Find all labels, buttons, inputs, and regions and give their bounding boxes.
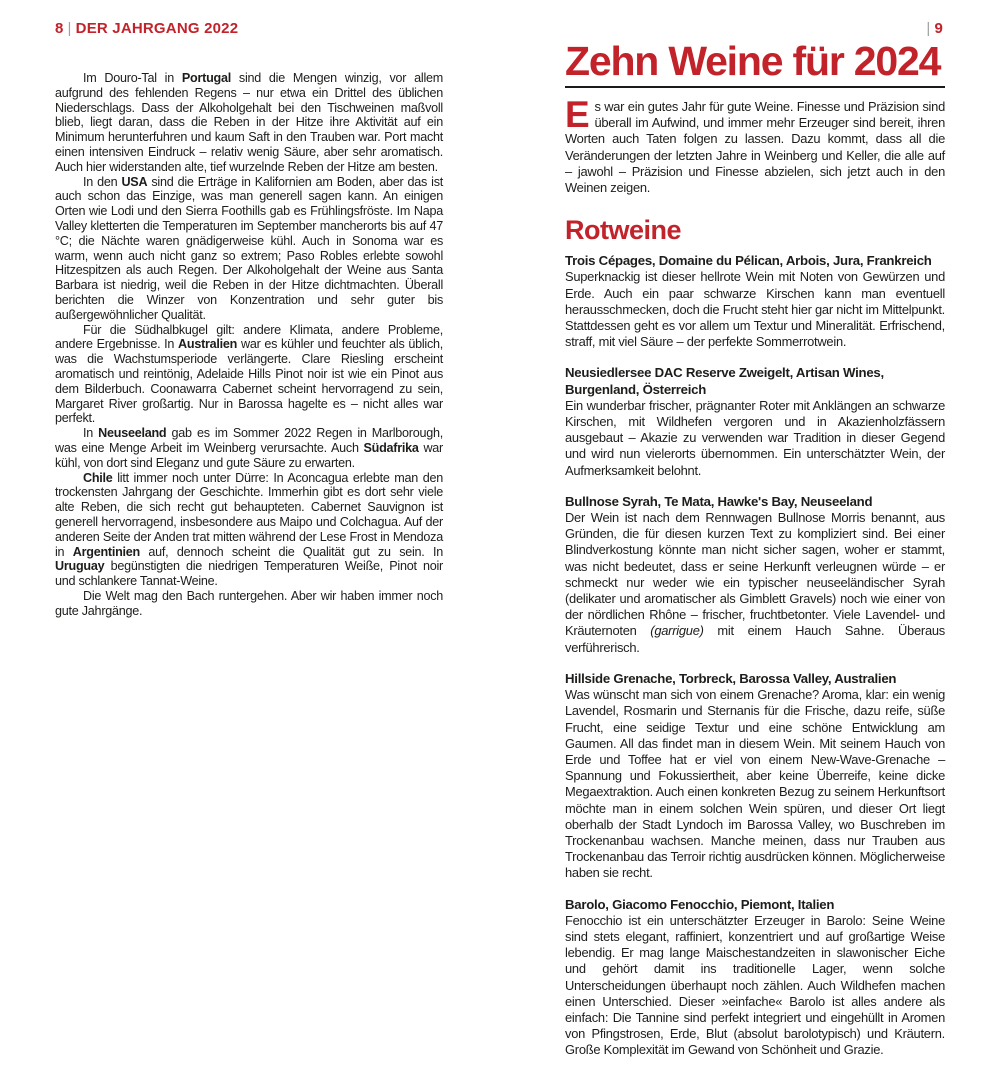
wine-entry-heading: Barolo, Giacomo Fenocchio, Piemont, Italien (565, 896, 835, 912)
page-number-left: 8 (55, 20, 64, 37)
intro-text: s war ein gutes Jahr für gute Weine. Finesse und Präzision sind überall im Aufwind, und immer mehr Erzeuger sind bereit, ihren Worten auch Taten folgen zu lassen. Dazu kommt, dass all die Veränderungen der letzten Jahre in Weinberg und Keller, die alle auf – jawohl – Präzision und Finesse abzielen, sich jetzt auch in den Weinen zeigen. (565, 99, 945, 196)
title-rule (565, 86, 945, 88)
paragraph-chile-argentinien-uruguay: Chile litt immer noch unter Dürre: In Aconcagua erlebte man den trockensten Jahrgang der Geschichte. Immerhin gibt es dort sehr viele alte Reben, die sich recht gut behaupteten. Cabernet Sauvignon ist generell hervorragend, insbesondere aus Maipo und Colchagua. Auf der anderen Seite der Anden trat mitten während der Lese Frost in Mendoza in Argentinien auf, dennoch scheint die Qualität gut zu sein. In Uruguay begünstigten die niedrigen Temperaturen Weiße, Pinot noir und schlankere Tannat-Weine. (55, 470, 443, 589)
wine-entry-body: Was wünscht man sich von einem Grenache? Aroma, klar: ein wenig Lavendel, Rosmarin und Sternanis für die Frische, dazu reife, süße Frucht, eine seidige Textur und eine schöne Entwicklung am Gaumen. All das findet man in diesem Wein. Mit seinem Hauch von Erde und Toffee hat er viel von einem New-Wave-Grenache – Spannung und Fokussiertheit, aber keine Überreife, keine dicke Megaextraktion. Auch einen konkreten Bezug zu seinem Herkunftsort möchte man in einem solchen Wein spüren, und dieser Ort liegt oberhalb der Stadt Lyndoch im Barossa Valley, wo Buschreben im Trockenanbau wachsen. Manche meinen, dass nur Trauben aus Trockenanbau das Terroir richtig ausdrücken können. Möglicherweise haben sie recht. (565, 687, 945, 881)
paragraph-portugal: Im Douro-Tal in Portugal sind die Mengen winzig, vor allem aufgrund des fehlenden Regens – nur etwa ein Drittel des üblichen Niederschlags. Dass der Alkoholgehalt bei den Tischweinen maßvoll blieb, liegt daran, dass die Reben in der Hitze ihre Aktivität auf ein Minimum herunterfuhren und kaum Saft in den Trauben war. Port macht einen intensiven Eindruck – relativ wenig Säure, aber sehr aromatisch. Auch hier widerstanden alte, tief wurzelnde Reben der Hitze am besten. (55, 71, 444, 174)
section-heading-rotweine: Rotweine (565, 215, 682, 246)
paragraph-usa: In den USA sind die Erträge in Kalifornien am Boden, aber das ist auch schon das Einzige, was man generell sagen kann. An einigen Orten wie Lodi und den Sierra Foothills gab es Frühlingsfröste. Im Napa Valley kletterten die Temperaturen im September mancherorts bis auf 47 °C; die Nächte waren gnädigerweise kühl. Auch in Sonoma war es warm, wenn auch nicht ganz so extrem; Paso Robles erlebte sowohl Hitzespitzen als auch Regen. Der Alkoholgehalt der Weine aus Santa Barbara ist niedrig, weil die Reben in der Hitze dichtmachten. Überall berichten die Winzer von Konzentration und sehr guter bis außergewöhnlicher Qualität. (55, 174, 443, 322)
wine-entry-zweigelt (565, 365, 945, 478)
wine-entry-heading: Neusiedlersee DAC Reserve Zweigelt, Artisan Wines, Burgenland, Österreich (565, 365, 884, 397)
wine-entry-bullnose-syrah (565, 494, 945, 656)
header-separator: | (926, 20, 931, 37)
wine-entry-barolo (565, 897, 945, 1059)
article-title: Zehn Weine für 2024 (565, 38, 941, 84)
header-separator: | (67, 20, 72, 37)
page-number-right: 9 (934, 20, 943, 37)
wine-entry-heading: Bullnose Syrah, Te Mata, Hawke's Bay, Neuseeland (565, 493, 873, 509)
page-header-left (55, 20, 238, 37)
wine-entry-trois-cepages (565, 253, 945, 350)
wine-entry-heading: Hillside Grenache, Torbreck, Barossa Valley, Australien (565, 670, 897, 686)
chapter-title: DER JAHRGANG 2022 (75, 20, 239, 37)
paragraph-neuseeland-suedafrika: In Neuseeland gab es im Sommer 2022 Regen in Marlborough, was eine Menge Arbeit im Weinberg verursachte. Auch Südafrika war kühl, von dort sind Eleganz und gute Säure zu erwarten. (55, 426, 443, 470)
left-page-column (55, 71, 443, 618)
paragraph-australien: Für die Südhalbkugel gilt: andere Klimata, andere Probleme, andere Ergebnisse. In Australien war es kühler und feuchter als üblich, was die Wachstumsperiode verlängerte. Clare Riesling erscheint aromatisch und reintönig, Adelaide Hills Pinot noir ist wie ein Pinot aus dem Bilderbuch. Coonawarra Cabernet scheint hervorragend zu sein, Margaret River großartig. Nur in Barossa hagelte es – nicht alles war perfekt. (55, 322, 443, 426)
wine-entry-body: Ein wunderbar frischer, prägnanter Roter mit Anklängen an schwarze Kirschen, mit Wildhefen vergoren und in Akazienholzfässern ausgebaut – Akazie zu verwenden war Tradition in dieser Gegend und wird nun vielerorts übernommen. Ein unterschätzter Wein, der Aufmerksamkeit belohnt. (565, 397, 945, 478)
wine-entry-body: Der Wein ist nach dem Rennwagen Bullnose Morris benannt, aus Gründen, die für diesen kurzen Text zu kompliziert sind. Bei einer Blindverkostung könnte man nicht sicher sagen, woher er stammt, was nicht bedeutet, dass er seine Herkunft verleugnen würde – er schmeckt nur weder wie ein typischer neuseeländischer Syrah (delikater und aromatischer als Gimblett Gravels) noch wie einer von der nördlichen Rhône – frischer, fruchtbetonter. Viele Lavendel- und Kräuternoten (garrigue) mit einem Hauch Sahne. Überaus verführerisch. (565, 510, 945, 655)
wine-entry-body: Fenocchio ist ein unterschätzter Erzeuger in Barolo: Seine Weine sind stets elegant, raffiniert, konzentriert und auf großartige Weise lebendig. Er mag lange Maischestandzeiten in slawonischer Eiche und gehört damit ins traditionelle Lager, wenn solche Unterscheidungen überhaupt noch zählen. Auch Wildhefen machen einen Unterschied. Dieser »einfache« Barolo ist alles andere als einfach: Die Tannine sind perfekt integriert und eingehüllt in Aromen von Pfingstrosen, Erde, Blut (absolut barolotypisch) und Kräutern. Große Komplexität im Gewand von Schönheit und Grazie. (565, 912, 945, 1058)
dropcap-letter: E (565, 94, 590, 135)
wine-entry-body: Superknackig ist dieser hellrote Wein mit Noten von Gewürzen und Erde. Auch ein paar schwarze Kirschen kann man eventuell herausschmecken, doch die Frucht steht hier gar nicht im Mittelpunkt. Stattdessen geht es vor allem um Textur und Mineralität. Erfrischend, straff, mit viel Säure – der perfekte Sommerrotwein. (565, 269, 945, 350)
intro-paragraph (565, 94, 945, 196)
page-header-right (922, 20, 943, 37)
right-page-column (565, 40, 945, 1074)
wine-entry-hillside-grenache (565, 671, 945, 882)
paragraph-closing: Die Welt mag den Bach runtergehen. Aber wir haben immer noch gute Jahrgänge. (55, 588, 443, 618)
wine-entry-heading: Trois Cépages, Domaine du Pélican, Arbois, Jura, Frankreich (565, 253, 932, 269)
